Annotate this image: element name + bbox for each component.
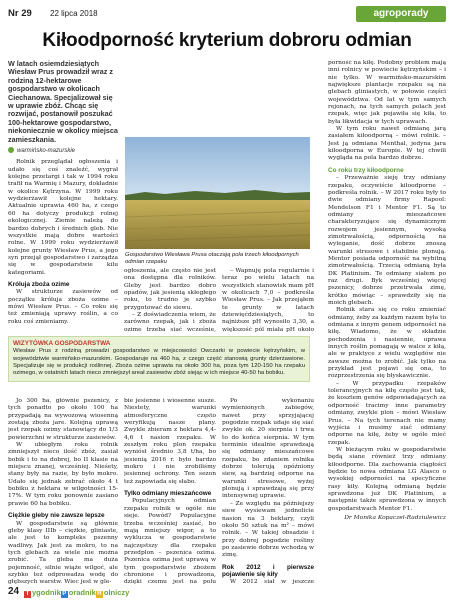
page-header <box>0 0 454 26</box>
paragraph: W ubiegłym roku rolnik zmniejszył nieco ilość zbóż, zasiał bobik i to na dobrej, bo II klasie na miejscu znanej, wcześniej. Nieśety, stany były na razie, by było mokro. Udało się jednak zebrać około 4 t bobiku z hektara w wilgotności 15-17%. W tym roku ponownie zasiano prawie 60 ha bobiku. <box>8 442 118 507</box>
section-badge: agroporady <box>356 6 446 22</box>
field-photo <box>125 137 310 249</box>
column-2 <box>124 398 216 586</box>
subheading: Rok 2012 i pierwsze pojawienie się kiły <box>222 563 314 578</box>
column-4 <box>328 60 446 586</box>
logo-word: olniczy <box>103 588 130 597</box>
info-box-wrap <box>8 332 310 386</box>
paragraph: Rolnik przeglądał ogłoszenia i udało się coś znaleźć, wygrał kolejne przetargi i tak w 1994 roku trafił na Warmię i Mazury, dokładnie w okolice Kętrzyna. W 1999 roku wydzierżawił kolejne hektary. Aktualnie uprawia 460 ha, z czego 60 ha dotyczy produkcji rolnej ekologicznej. Ziemie należą do bardzo dobrych i średnich gleb. Nie wszystkie mają dobre wartości rolne. W 1999 roku wydzierżawił kolejne grunty Wiesław Prus, a jego syn przejął gospodarstwo i zarządza się w gospodarstwie kilu kategoriami. <box>8 159 118 276</box>
subheading: Króluja zboża ozime <box>8 280 70 288</box>
column-3 <box>222 398 314 586</box>
paragraph: porność na kiłę. Podobny problem mają inni rolnicy w powiecie kętrzyńskim – i nie tylko. W warmińsko-mazurskim największe plantacje rzepaku są na glebach gliniastych, w połowie części województwa. Od lat w tym samych rejonach, na tych samych polach jest rzepak, więc jak pojawiła się kiła, to była likwidacja w tych uprawach. <box>328 60 446 125</box>
issue-date: 22 lipca 2018 <box>50 9 98 18</box>
paragraph: – Wapnuję pola regularnie i teraz po wielu latach na wszystkich stanowisk mam pH w okolicach 7,0 – podkreśla Wiesław Prus. – Jak przejąłem te grunty w latach dziewięćdziesiątych, to najniższe pH wynosiło 3,30, a większość pól miała pH około <box>222 268 314 332</box>
paragraph: W gospodarstwie są głównie gleby klasy IIIb – ciężkie, gliniaste, ale jest to kompleks pszenny wadliwy. Jak jest za mokro, to na tych glebach za wiele nie można zrobić. Ta gleba ma duża pojemność, silnie wiąże wilgoć, ale szybko też odprowadza wodę do głębszych warstw. Wiec jest w gle- <box>8 520 118 586</box>
paragraph: W tym roku nawet odmianę jarą zasiałem kiłoodporną – mówi rolnik. – Jest ją odmiana Menthal, jedyna jara kiłoodporna w Europie. W tej chwili wygląda na pola bardzo dobrze. <box>328 126 446 162</box>
paragraph: – Przeważnie sieję trzy odmiany rzepaku, oczywiście kiłoodporne – podkreśla rolnik. – W 2017 roku były to dwie odmiany firmy Rapool: Mendelson F1 i Mentor F1. Są to odmiany mieszańcowe charakteryzujące się dynamicznym rozwojem jesiennym, wysoką zimotrwałością, odpornością na wyleganie, dość dobrze znoszą warunki stresowe i stabilnie plonują. Mentor posiada odporność na wybitną zimotrwałością. Trzecią odmianą była DK Platinium. Te odmiany siałem po raz drugi. Byk wcześniej więcej pszenicy, dobrze przetrwała zimę, krótko mówiąc – sprawdziły się na moich glebach. <box>328 175 446 306</box>
paragraph: ogłoszenia, ale często nie jest ona dostępna dla rolników. Gleby jest bardzo dobro opadów, jak jesienią skłegłego roku, to trudno je szybko przygotować do siewu. <box>124 268 216 311</box>
location-icon <box>8 147 14 153</box>
region-byline <box>8 147 118 155</box>
rapeseed-field-image <box>125 137 310 249</box>
paragraph: W strukturze zasiewów od początku króluja zboża ozime – mówi Wiesław Prus. – Co roku się też zmieniają uprawy roślin, a co roku coś zmieniamy. <box>8 289 118 325</box>
photo-caption: Gospodarstwo Wiesława Prusa otaczają pola trzech kiłoodpornych odmian rzepaku <box>125 252 299 266</box>
logo-letter: T <box>25 591 30 597</box>
article-author: Dr Monika Kopaczel-Radziulewicz <box>344 514 446 521</box>
logo-word: ygodnik <box>32 588 61 597</box>
paragraph: Po wykonaniu wymienionych zabiegów, nawet przy sprzyjającej pogodzie rzepak udaje się siać zwykle ok. 20 sierpnia i trwa to do końca sierpnia. W tym terminie idealnie sprawdzają się odmiany mieszańcowe rzepaku, bo zdaniem rolnika dobrze tolerują opóźniony siew, są bardziej odporne na warunki stresowe, wyżej plonują i sprawdzają się przy intensywnej uprawie. <box>222 398 314 500</box>
column-1-cont <box>8 398 118 586</box>
logo-word: oradnik <box>68 588 96 597</box>
paragraph: – Z doświadczenia wiem, że zarówno rzepak, jak i zboża ozime trzeba siać wcześnie, <box>124 312 216 333</box>
page-number: 24 <box>8 586 20 597</box>
column-3-top <box>222 268 314 332</box>
paragraph: – W przypadku rzepaków tolerancyjnych na kiłę często jest tak, że kosztem genów odpowiadających za odporność tracimy inne parametry odmiany, zwykle plon – mówi Wiesław Prus. – Na tych terenach nie mamy wyjścia i musimy siać odmiany odporne na kiłę, żeby w ogóle mieć rzepak. <box>328 380 446 446</box>
article-lead: W latach osiemdziesiątych Wiesław Prus prowadził wraz z rodziną 12-hektarowe gospodarstwo w okolicach Ciechanowa. Specjalizował się w uprawie zbóż. Chcąc się rozwijać, postanowił poszukać 100-hektarowe gospodarstwo, niekoniecznie w okolicy miejsca zamieszkania. <box>8 59 118 144</box>
column-2-top <box>124 268 216 334</box>
info-box-title: WIZYTÓWKA GOSPODARSTWA <box>13 340 111 347</box>
paragraph: W 2012 siał w jeszcze <box>230 579 314 586</box>
subheading: Ciężkie gleby nie zawsze lepsze <box>8 512 105 520</box>
farm-info-box <box>8 336 310 382</box>
logo-letter: R <box>97 591 102 597</box>
article-title: Kiłoodporność kryterium dobroru odmian <box>42 30 412 51</box>
subheading: Co roku trzy kiłoodporne <box>328 166 404 174</box>
issue-number: Nr 29 <box>8 8 32 19</box>
info-box-text: Wiesław Prus z rodziną prowadzi gospodarstwo w miejscowości Owczarki w powiecie kętrzyńskim, w województwie warmińsko-mazurskim. Gospodaruje na 460 ha, z czego część stanowią grunty dzierżawione. Specjalizuje się w produkcji roślinnej. Zboża ozime uprawia na około 300 ha, poza tym 120-150 ha rzepaku ozimego, w ostatnich latach nieco zmniejszył areał zasiewów zbóż siejąc w ich miejsce 40-50 ha bobiku. <box>13 348 305 377</box>
column-1 <box>8 60 118 326</box>
paragraph: Populacyjnych odmian rzepaku rolnik w ogóle nie sieje. Powód? Populacyjne trzeba wcześniej zasiać, bo mają mniejszy wigor, a to wyklucza w gospodarstwie najczęstszy dla rzepaku przedplon – pszenica ozima. Pszenica ozima jest uprawą w tym gospodarstwie zbożem chronione i prowadzona, dzięki czemu jest na polu <box>124 498 216 586</box>
publication-logo <box>24 588 129 598</box>
region-label: warmińsko-mazurskie <box>17 148 76 155</box>
logo-letter: P <box>62 591 67 597</box>
page-footer <box>0 586 454 600</box>
paragraph: W bieżącym roku w gospodarstwie będą siane również trzy odmiany kiłoodporne. Dla zachowania ciągłości będzie to nowa odmiana LG Alasco o wysokiej odporności na specyficzne rasy kiły. Kolejną odmianą będzie sprawdzona już DK Platinium, a następnie także sprawdzona w innych gospodarstwach Mentor F1. <box>328 446 446 512</box>
subheading: Tylko odmiany mieszańcowe <box>124 490 212 498</box>
paragraph: bie jesienne i wiosenne susze. Niestety, warunki atmosferyczne często weryfikują nasze plany. Zwykle zbieram z hektara 4,4-4,6 t nasion rzepaku. W zeszłym roku plon rzepaku wyniósł średnio 3,8 t/ha, bo jesienią 2016 r. było bardzo mokro i nie zrobiliśmy jesiennej ochrony. Ten sezon też zapowiada się słabo. <box>124 398 216 485</box>
paragraph: – Ze względu na późniejszy siew wysiewam jednolicie nasion na 3 hektary, czyli około 50 sztuk na m² – mówi rolnik. – W takiej obsadzie i przy dobrej pogodzie rośliny po zasiewie dobrze wchodzą w zimę. <box>222 500 314 559</box>
paragraph: Rolnik stara się co roku zmieniać odmiany, żeby za każdym razem była to odmiana z innym genem odporności na kiłę. Wiadomo, że w składzie pochodzenia i nasiennie, uprawa innych roślin pomagają w walce z kiłą, ale w praktyce z wielu względów nie zawsze można to zrobić. Jak tylko na przykład jest pojawi się ona, to rozprzestrzenia się błyskawicznie. <box>328 307 446 380</box>
paragraph: Jo 300 ha, głównie pszenicy, z tych ponadto po około 100 ha przypadają na wywozową wiosenną zostają zboża jare. Kolejną uprawą jest rzepak ozimy stanowiący do 1/3 powierzchni w strukturze zasiewów. <box>8 398 118 441</box>
